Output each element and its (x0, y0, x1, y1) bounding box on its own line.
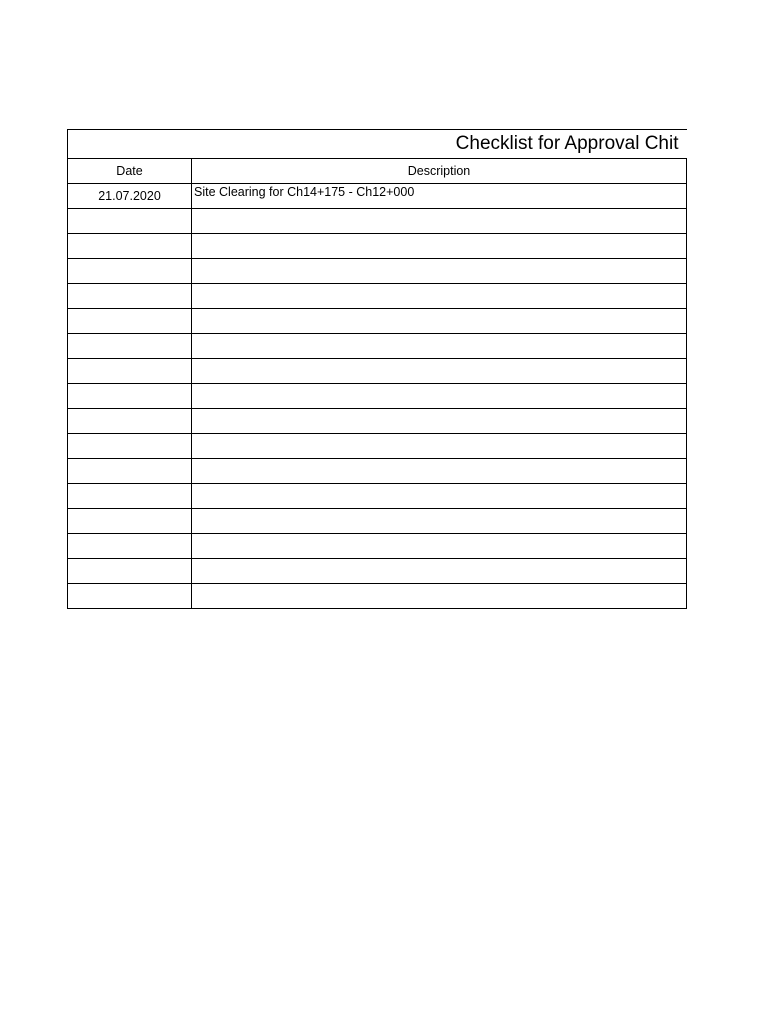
table-row (68, 534, 687, 559)
date-cell (68, 309, 192, 334)
title-row (68, 130, 687, 159)
description-cell (192, 509, 687, 534)
table-row (68, 459, 687, 484)
table-row (68, 334, 687, 359)
date-cell (68, 334, 192, 359)
table-row (68, 559, 687, 584)
table-row (68, 384, 687, 409)
description-cell (192, 359, 687, 384)
date-cell (68, 259, 192, 284)
table-row (68, 434, 687, 459)
date-cell (68, 234, 192, 259)
table-row (68, 184, 687, 209)
date-cell (68, 459, 192, 484)
table-row (68, 284, 687, 309)
table-row (68, 359, 687, 384)
table-row (68, 259, 687, 284)
table-row (68, 309, 687, 334)
date-cell (68, 534, 192, 559)
description-cell (192, 209, 687, 234)
description-cell (192, 459, 687, 484)
table-row (68, 509, 687, 534)
checklist-rows (68, 184, 687, 609)
date-cell (68, 209, 192, 234)
description-cell (192, 384, 687, 409)
date-column-header: Date (68, 159, 192, 184)
description-cell (192, 259, 687, 284)
description-cell (192, 434, 687, 459)
description-column-header: Description (192, 159, 687, 184)
table-row (68, 484, 687, 509)
description-cell: Site Clearing for Ch14+175 - Ch12+000 (192, 184, 687, 209)
description-cell (192, 309, 687, 334)
description-cell (192, 234, 687, 259)
description-cell (192, 409, 687, 434)
date-cell: 21.07.2020 (68, 184, 192, 209)
checklist-title: Checklist for Approval Chit (68, 130, 687, 159)
date-cell (68, 484, 192, 509)
date-cell (68, 434, 192, 459)
table-row (68, 584, 687, 609)
date-cell (68, 409, 192, 434)
description-cell (192, 584, 687, 609)
description-cell (192, 559, 687, 584)
description-cell (192, 284, 687, 309)
table-row (68, 409, 687, 434)
checklist-table (67, 129, 687, 609)
header-row (68, 159, 687, 184)
date-cell (68, 359, 192, 384)
description-cell (192, 484, 687, 509)
date-cell (68, 384, 192, 409)
description-cell (192, 534, 687, 559)
date-cell (68, 284, 192, 309)
date-cell (68, 559, 192, 584)
description-cell (192, 334, 687, 359)
table-row (68, 209, 687, 234)
table-row (68, 234, 687, 259)
date-cell (68, 584, 192, 609)
date-cell (68, 509, 192, 534)
